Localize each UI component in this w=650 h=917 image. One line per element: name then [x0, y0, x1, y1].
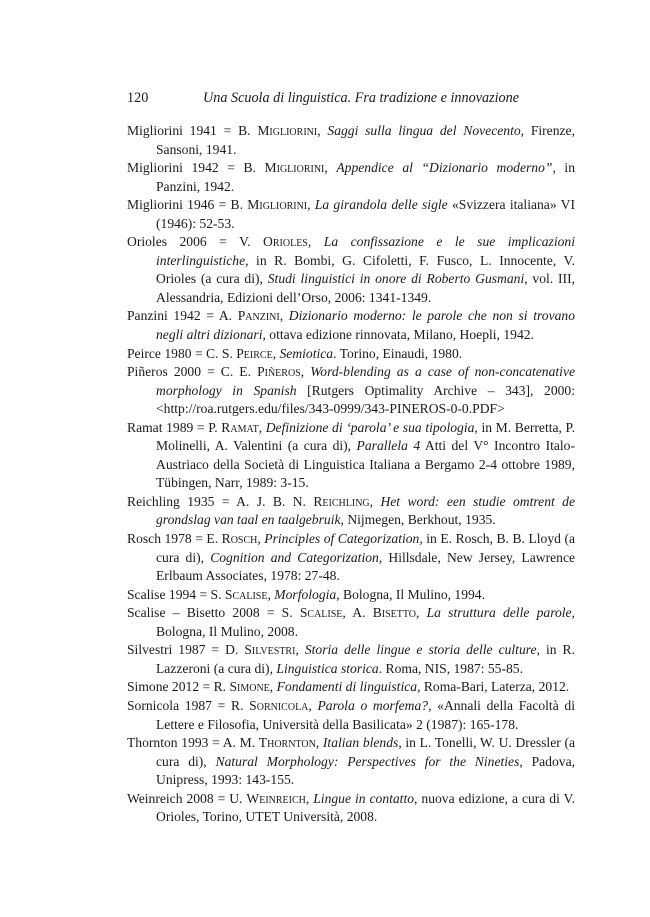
separator: ,	[305, 790, 314, 806]
work-title: Het word: een studie omtrent de grondslag van taal en taalgebruik	[156, 493, 576, 528]
publication-details: , in R. Lazzeroni (a cura di),	[156, 642, 575, 676]
author-name: Peirce	[236, 345, 273, 361]
work-title: Parola o morfema?	[317, 697, 429, 713]
bibliography-entry	[127, 697, 575, 734]
author-name: Migliorini	[247, 197, 308, 213]
bibliography-entry	[127, 363, 575, 419]
author-name: Ramat	[221, 419, 259, 435]
entry-key: Rosch 1978 = E.	[127, 531, 222, 547]
entry-key: Scalise 1994 = S.	[127, 586, 225, 602]
author-name: Thornton	[258, 735, 316, 751]
publication-details: . Torino, Einaudi, 1980.	[333, 345, 463, 361]
author-name: Panzini	[237, 308, 280, 324]
separator: ,	[307, 234, 324, 250]
entry-key: Ramat 1989 = P.	[127, 419, 222, 435]
author-name: Silvestri	[244, 642, 296, 658]
separator: ,	[308, 697, 318, 713]
bibliography-entry	[127, 419, 575, 493]
entry-key: Weinreich 2008 = U.	[127, 790, 247, 806]
entry-key: Scalise – Bisetto 2008 = S.	[127, 605, 300, 621]
publication-details: . Roma, NIS, 1987: 55-85.	[378, 660, 523, 676]
separator: ,	[257, 531, 265, 547]
publication-details: , Hillsdale, New Jersey, Lawrence Erlbaum Associates, 1978: 27-48.	[156, 549, 576, 584]
entry-key: Peirce 1980 = C. S.	[127, 345, 237, 361]
entry-key: Migliorini 1941 = B.	[127, 123, 258, 138]
separator: ,	[258, 419, 266, 435]
publication-details: [Rutgers Optimality Archive – 343], 2000: <http://roa.rutgers.edu/files/343-0999/343-PINEROS-0-0.PDF>	[156, 382, 576, 417]
work-title: Storia delle lingue e storia delle culture	[304, 642, 537, 658]
running-title: Una Scuola di linguistica. Fra tradizione e innovazione	[203, 90, 520, 106]
author-name: Weinreich	[246, 790, 306, 806]
work-title: La confissazione e le sue implicazioni interlinguistiche	[156, 234, 575, 268]
author-name: Migliorini	[257, 123, 318, 138]
publication-details: «Svizzera italiana» VI (1946): 52-53.	[156, 197, 575, 231]
work-title: Dizionario moderno: le parole che non si trovano negli altri dizionari	[156, 308, 576, 343]
entry-key: Migliorini 1942 = B.	[127, 160, 265, 176]
entry-key: Thornton 1993 = A. M.	[127, 735, 259, 751]
bibliography-entry	[127, 196, 575, 233]
entry-key: Simone 2012 = R.	[127, 679, 230, 695]
bibliography-entry	[127, 233, 575, 307]
publication-details: , «Annali della Facoltà di Lettere e Filosofia, Università della Basilicata» 2 (1987): 165-178.	[156, 697, 576, 732]
bibliography-entry	[127, 159, 575, 196]
publication-details: , Nijmegen, Berkhout, 1935.	[340, 512, 496, 528]
work-title: Italian blends	[322, 735, 399, 751]
bibliography-entry	[127, 641, 575, 678]
separator: , A.	[342, 605, 373, 621]
bibliography-entry	[127, 678, 575, 697]
work-title: Principles of Categorization	[264, 531, 420, 547]
bibliography-entry	[127, 586, 575, 605]
separator: ,	[272, 345, 280, 361]
publication-details: , vol. III, Alessandria, Edizioni dell’Orso, 2006: 1341-1349.	[156, 271, 576, 305]
entry-key: Migliorini 1946 = B.	[127, 197, 248, 213]
separator: ,	[279, 308, 289, 324]
publication-details: Atti del V° Incontro Italo-Austriaco della Società di Linguistica Italiana a Bergamo 2-4 ottobre 1989, Tübingen, Narr, 1989: 3-15.	[156, 438, 576, 491]
publication-details: , Firenze, Sansoni, 1941.	[156, 123, 575, 157]
separator: ,	[324, 160, 337, 176]
author-name: Sornicola	[249, 697, 309, 713]
work-title: Natural Morphology: Perspectives for the Nineties	[215, 753, 520, 769]
author-name: Scalise	[224, 586, 268, 602]
publication-details: , nuova edizione, a cura di V. Orioles, Torino, UTET Università, 2008.	[156, 790, 576, 825]
entry-key: Reichling 1935 = A. J. B. N.	[127, 493, 314, 509]
entry-key: Panzini 1942 = A.	[127, 308, 238, 324]
publication-details: , in R. Bombi, G. Cifoletti, F. Fusco, L. Innocente, V. Orioles (a cura di),	[156, 252, 575, 287]
bibliography-list	[127, 122, 575, 827]
author-name: Piñeros	[257, 364, 301, 380]
separator: ,	[369, 493, 381, 509]
work-title: Studi linguistici in onore di Roberto Gusmani	[267, 271, 525, 287]
bibliography-entry	[127, 604, 575, 641]
bibliography-entry	[127, 345, 575, 364]
author-name: Reichling	[313, 493, 370, 509]
publication-details: , ottava edizione rinnovata, Milano, Hoepli, 1942.	[262, 327, 534, 343]
entry-key: Sornicola 1987 = R.	[127, 697, 250, 713]
author-name: Scalise	[299, 605, 343, 621]
work-title: Morfologia	[274, 586, 337, 602]
work-title: La struttura delle parole	[426, 605, 572, 621]
work-title: Fondamenti di linguistica	[276, 679, 418, 695]
entry-key: Piñeros 2000 = C. E.	[127, 364, 258, 380]
work-title: Definizione di ‘parola’ e sua tipologia	[265, 419, 475, 435]
author-name: Orioles	[263, 234, 308, 250]
separator: ,	[416, 605, 427, 621]
separator: ,	[315, 735, 323, 751]
publication-details: , in E. Rosch, B. B. Lloyd (a cura di),	[156, 531, 576, 565]
author-name: Migliorini	[264, 160, 325, 176]
bibliography-entry	[127, 493, 575, 530]
publication-details: , Bologna, Il Mulino, 2008.	[156, 605, 575, 639]
page-number: 120	[127, 90, 149, 106]
bibliography-entry	[127, 790, 575, 827]
publication-details: , in L. Tonelli, W. U. Dressler (a cura di),	[156, 735, 576, 769]
publication-details: , in M. Berretta, P. Molinelli, A. Valentini (a cura di),	[156, 419, 576, 454]
publication-details: , in Panzini, 1942.	[156, 160, 575, 194]
publication-details: , Roma-Bari, Laterza, 2012.	[417, 679, 570, 695]
work-title: Semiotica	[279, 345, 334, 361]
author-name: Bisetto	[372, 605, 417, 621]
work-title: Cognition and Categorization	[210, 549, 379, 565]
separator: ,	[269, 679, 277, 695]
bibliography-entry	[127, 734, 575, 790]
author-name: Rosch	[221, 531, 258, 547]
running-head	[127, 88, 582, 108]
author-name: Simone	[229, 679, 270, 695]
work-title: Lingue in contatto	[313, 790, 415, 806]
separator: ,	[295, 642, 305, 658]
publication-details: , Bologna, Il Mulino, 1994.	[336, 586, 485, 602]
work-title: Word-blending as a case of non-concatenative morphology in Spanish	[156, 364, 576, 398]
work-title: Appendice al “Dizionario moderno”	[336, 160, 553, 176]
publication-details: , Padova, Unipress, 1993: 143-155.	[156, 753, 576, 788]
work-title: Saggi sulla lingua del Novecento	[327, 123, 521, 138]
work-title: Parallela 4	[356, 438, 421, 454]
work-title: Linguistica storica	[276, 660, 379, 676]
separator: ,	[307, 197, 315, 213]
separator: ,	[317, 123, 328, 138]
separator: ,	[267, 586, 275, 602]
bibliography-entry	[127, 122, 575, 159]
entry-key: Silvestri 1987 = D.	[127, 642, 245, 658]
bibliography-entry	[127, 307, 575, 344]
entry-key: Orioles 2006 = V.	[127, 234, 264, 250]
work-title: La girandola delle sigle	[314, 197, 448, 213]
separator: ,	[300, 364, 311, 380]
bibliography-entry	[127, 530, 575, 586]
